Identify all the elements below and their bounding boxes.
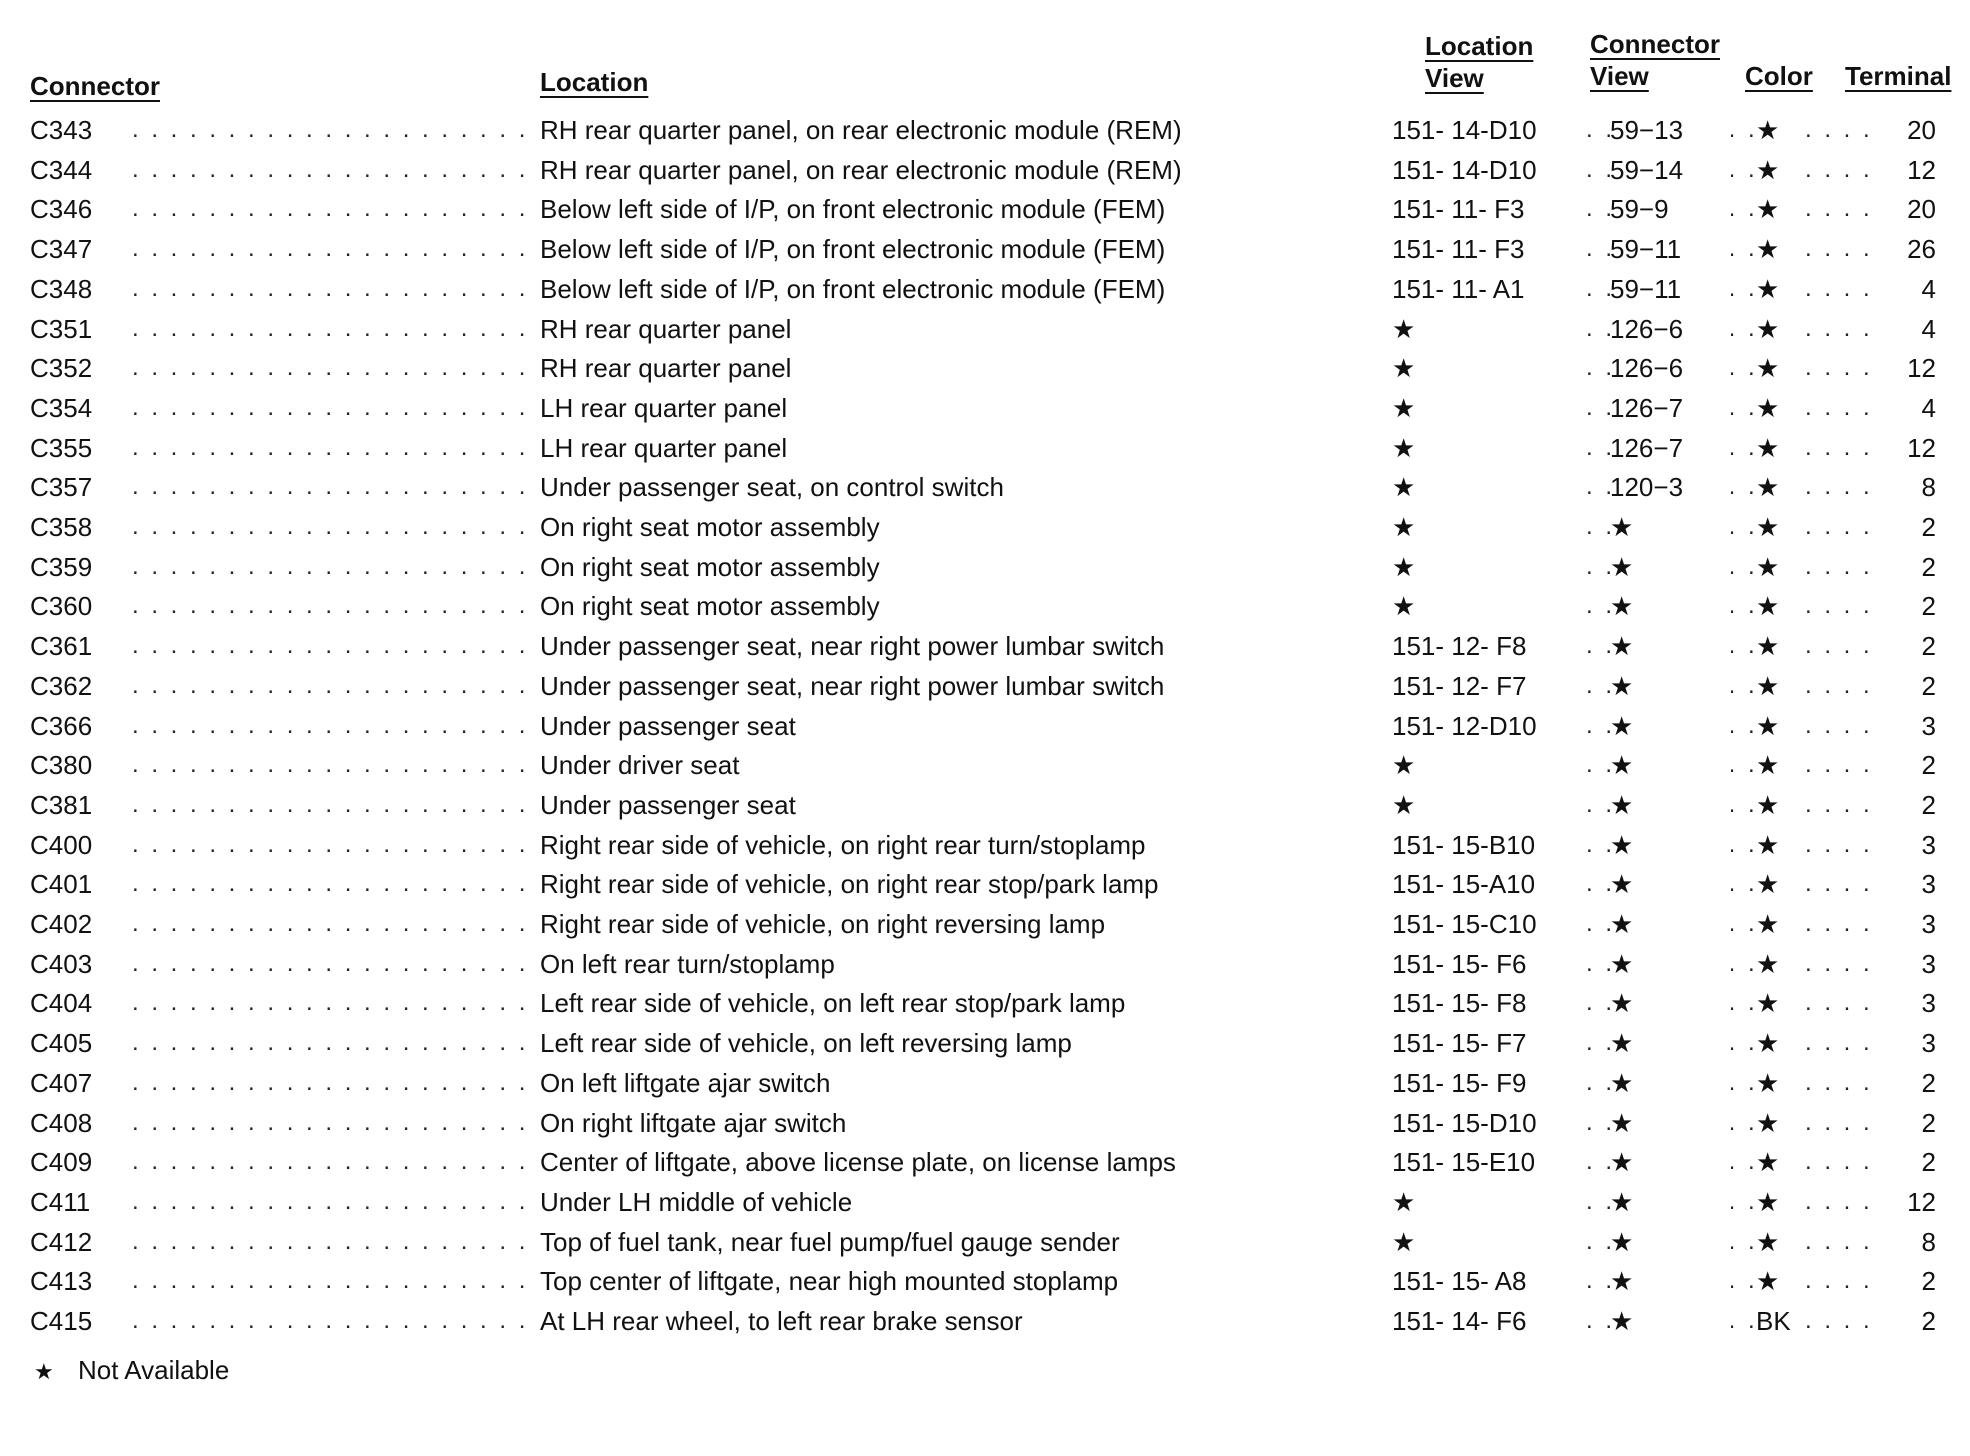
terminal-count: 2 [1872, 586, 1936, 626]
connector-view: ★ [1610, 785, 1731, 825]
location-view: 151- 11- A1 [1392, 269, 1573, 309]
connector-id: C362 [30, 671, 93, 701]
table-row [0, 110, 1970, 150]
location-view: ★ [1392, 428, 1573, 468]
leader-dots [1805, 189, 1875, 229]
terminal-count: 2 [1872, 745, 1936, 785]
location-text: On left rear turn/stoplamp [540, 944, 1408, 984]
table-row [0, 983, 1970, 1023]
terminal-count: 26 [1872, 229, 1936, 269]
table-row [0, 1063, 1970, 1103]
leader-dots [1805, 626, 1875, 666]
terminal-count: 3 [1872, 864, 1936, 904]
wire-color: ★ [1756, 507, 1804, 547]
leader-dots [1805, 1023, 1875, 1063]
location-text: Under driver seat [540, 745, 1408, 785]
wire-color: ★ [1756, 666, 1804, 706]
leader-dots [132, 626, 532, 666]
connector-id: C401 [30, 869, 93, 899]
leader-dots [1805, 706, 1875, 746]
location-view: ★ [1392, 348, 1573, 388]
terminal-count: 12 [1872, 150, 1936, 190]
table-row [0, 626, 1970, 666]
location-view: 151- 12-D10 [1392, 706, 1573, 746]
leader-dots [1805, 110, 1875, 150]
wire-color: ★ [1756, 388, 1804, 428]
wire-color: ★ [1756, 547, 1804, 587]
location-text: Below left side of I/P, on front electronic module (FEM) [540, 189, 1408, 229]
location-text: On right seat motor assembly [540, 507, 1408, 547]
terminal-count: 12 [1872, 428, 1936, 468]
connector-id: C355 [30, 433, 93, 463]
connector-id: C405 [30, 1028, 93, 1058]
leader-dots [132, 388, 532, 428]
connector-id: C348 [30, 274, 93, 304]
location-view: 151- 15-C10 [1392, 904, 1573, 944]
connector-view: ★ [1610, 1103, 1731, 1143]
table-row [0, 467, 1970, 507]
terminal-count: 2 [1872, 666, 1936, 706]
location-text: Below left side of I/P, on front electronic module (FEM) [540, 269, 1408, 309]
table-row [0, 904, 1970, 944]
location-view: 151- 15-D10 [1392, 1103, 1573, 1143]
wire-color: ★ [1756, 1182, 1804, 1222]
connector-view: ★ [1610, 864, 1731, 904]
connector-view: ★ [1610, 586, 1731, 626]
leader-dots [1805, 1182, 1875, 1222]
terminal-count: 20 [1872, 110, 1936, 150]
wire-color: ★ [1756, 1222, 1804, 1262]
wire-color: ★ [1756, 785, 1804, 825]
location-text: RH rear quarter panel [540, 348, 1408, 388]
location-view: ★ [1392, 1222, 1573, 1262]
location-text: LH rear quarter panel [540, 388, 1408, 428]
leader-dots [132, 507, 532, 547]
location-text: On right liftgate ajar switch [540, 1103, 1408, 1143]
connector-view: ★ [1610, 825, 1731, 865]
leader-dots [132, 189, 532, 229]
wire-color: ★ [1756, 586, 1804, 626]
leader-dots [132, 666, 532, 706]
leader-dots [132, 269, 532, 309]
connector-id: C408 [30, 1108, 93, 1138]
location-view: 151- 15- A8 [1392, 1261, 1573, 1301]
wire-color: ★ [1756, 189, 1804, 229]
location-text: RH rear quarter panel [540, 309, 1408, 349]
location-view: ★ [1392, 1182, 1573, 1222]
connector-view: 59−13 [1610, 110, 1731, 150]
leader-dots [132, 1142, 532, 1182]
connector-id: C347 [30, 234, 93, 264]
table-row [0, 150, 1970, 190]
leader-dots [1805, 1103, 1875, 1143]
table-row [0, 229, 1970, 269]
location-text: On right seat motor assembly [540, 547, 1408, 587]
location-text: At LH rear wheel, to left rear brake sensor [540, 1301, 1408, 1341]
location-view: ★ [1392, 507, 1573, 547]
header-terminal: Terminal [1845, 61, 1952, 91]
terminal-count: 12 [1872, 348, 1936, 388]
wire-color: ★ [1756, 150, 1804, 190]
table-row [0, 388, 1970, 428]
terminal-count: 2 [1872, 1063, 1936, 1103]
leader-dots [132, 1301, 532, 1341]
leader-dots [1805, 428, 1875, 468]
location-view: ★ [1392, 547, 1573, 587]
leader-dots [132, 586, 532, 626]
location-view: 151- 11- F3 [1392, 229, 1573, 269]
legend [34, 1350, 229, 1392]
location-view: ★ [1392, 467, 1573, 507]
table-row [0, 348, 1970, 388]
connector-view: ★ [1610, 666, 1731, 706]
leader-dots [1805, 944, 1875, 984]
terminal-count: 3 [1872, 706, 1936, 746]
leader-dots [1805, 586, 1875, 626]
leader-dots [132, 1023, 532, 1063]
location-text: Top center of liftgate, near high mounted stoplamp [540, 1261, 1408, 1301]
location-text: Under passenger seat, near right power lumbar switch [540, 626, 1408, 666]
location-view: 151- 11- F3 [1392, 189, 1573, 229]
terminal-count: 2 [1872, 785, 1936, 825]
table-row [0, 189, 1970, 229]
connector-view: 126−7 [1610, 428, 1731, 468]
wire-color: BK [1756, 1301, 1804, 1341]
location-view: 151- 15-A10 [1392, 864, 1573, 904]
connector-id: C407 [30, 1068, 93, 1098]
leader-dots [132, 467, 532, 507]
terminal-count: 8 [1872, 1222, 1936, 1262]
terminal-count: 2 [1872, 626, 1936, 666]
leader-dots [1805, 309, 1875, 349]
leader-dots [1805, 150, 1875, 190]
terminal-count: 2 [1872, 1142, 1936, 1182]
terminal-count: 2 [1872, 547, 1936, 587]
connector-id: C352 [30, 353, 93, 383]
table-row [0, 666, 1970, 706]
location-text: Right rear side of vehicle, on right reversing lamp [540, 904, 1408, 944]
header-location-view: Location View [1425, 31, 1534, 93]
location-view: 151- 15- F8 [1392, 983, 1573, 1023]
table-row [0, 1301, 1970, 1341]
leader-dots [1805, 1222, 1875, 1262]
connector-view: ★ [1610, 626, 1731, 666]
terminal-count: 4 [1872, 269, 1936, 309]
leader-dots [132, 150, 532, 190]
connector-id: C354 [30, 393, 93, 423]
terminal-count: 2 [1872, 1301, 1936, 1341]
wire-color: ★ [1756, 1103, 1804, 1143]
table-row [0, 507, 1970, 547]
connector-view: 126−6 [1610, 309, 1731, 349]
location-text: Under passenger seat, on control switch [540, 467, 1408, 507]
terminal-count: 8 [1872, 467, 1936, 507]
leader-dots [1805, 785, 1875, 825]
connector-view: ★ [1610, 547, 1731, 587]
wire-color: ★ [1756, 269, 1804, 309]
wire-color: ★ [1756, 348, 1804, 388]
location-view: ★ [1392, 388, 1573, 428]
table-row [0, 1142, 1970, 1182]
leader-dots [1805, 269, 1875, 309]
wire-color: ★ [1756, 706, 1804, 746]
connector-id: C404 [30, 988, 93, 1018]
location-view: 151- 14- F6 [1392, 1301, 1573, 1341]
location-view: 151- 15- F7 [1392, 1023, 1573, 1063]
leader-dots [1805, 348, 1875, 388]
leader-dots [132, 348, 532, 388]
location-text: Right rear side of vehicle, on right rear turn/stoplamp [540, 825, 1408, 865]
leader-dots [132, 1222, 532, 1262]
table-row [0, 1103, 1970, 1143]
terminal-count: 3 [1872, 944, 1936, 984]
location-view: ★ [1392, 785, 1573, 825]
wire-color: ★ [1756, 428, 1804, 468]
terminal-count: 2 [1872, 1103, 1936, 1143]
location-text: On left liftgate ajar switch [540, 1063, 1408, 1103]
leader-dots [132, 785, 532, 825]
location-view: 151- 15-E10 [1392, 1142, 1573, 1182]
wire-color: ★ [1756, 309, 1804, 349]
table-row [0, 825, 1970, 865]
terminal-count: 4 [1872, 309, 1936, 349]
leader-dots [132, 1063, 532, 1103]
wire-color: ★ [1756, 1063, 1804, 1103]
connector-view: ★ [1610, 1182, 1731, 1222]
leader-dots [1805, 666, 1875, 706]
leader-dots [1805, 1261, 1875, 1301]
connector-id: C411 [30, 1187, 91, 1217]
connector-view: 120−3 [1610, 467, 1731, 507]
location-text: Under passenger seat, near right power lumbar switch [540, 666, 1408, 706]
connector-id: C357 [30, 472, 93, 502]
location-view: 151- 12- F8 [1392, 626, 1573, 666]
connector-view: ★ [1610, 983, 1731, 1023]
connector-view: ★ [1610, 1222, 1731, 1262]
location-text: Top of fuel tank, near fuel pump/fuel gauge sender [540, 1222, 1408, 1262]
wire-color: ★ [1756, 1023, 1804, 1063]
terminal-count: 20 [1872, 189, 1936, 229]
leader-dots [132, 1182, 532, 1222]
table-row [0, 1182, 1970, 1222]
location-text: Right rear side of vehicle, on right rear stop/park lamp [540, 864, 1408, 904]
connector-id: C413 [30, 1266, 93, 1296]
connector-view: ★ [1610, 1023, 1731, 1063]
connector-id: C359 [30, 552, 93, 582]
terminal-count: 2 [1872, 1261, 1936, 1301]
location-view: ★ [1392, 745, 1573, 785]
connector-id: C351 [30, 314, 93, 344]
terminal-count: 3 [1872, 1023, 1936, 1063]
leader-dots [132, 547, 532, 587]
leader-dots [1805, 229, 1875, 269]
connector-view: ★ [1610, 745, 1731, 785]
connector-id: C402 [30, 909, 93, 939]
connector-view: ★ [1610, 706, 1731, 746]
connector-view: ★ [1610, 1142, 1731, 1182]
location-view: 151- 15- F9 [1392, 1063, 1573, 1103]
location-text: Under passenger seat [540, 785, 1408, 825]
legend-text: Not Available [78, 1355, 230, 1385]
leader-dots [132, 825, 532, 865]
wire-color: ★ [1756, 626, 1804, 666]
table-row [0, 745, 1970, 785]
connector-id: C361 [30, 631, 93, 661]
location-text: LH rear quarter panel [540, 428, 1408, 468]
connector-view: 59−9 [1610, 189, 1731, 229]
leader-dots [132, 110, 532, 150]
connector-id: C409 [30, 1147, 93, 1177]
wire-color: ★ [1756, 110, 1804, 150]
table-row [0, 1222, 1970, 1262]
leader-dots [1805, 904, 1875, 944]
table-row [0, 428, 1970, 468]
leader-dots [132, 944, 532, 984]
leader-dots [132, 983, 532, 1023]
connector-id: C366 [30, 711, 93, 741]
leader-dots [1805, 467, 1875, 507]
leader-dots [1805, 864, 1875, 904]
connector-id: C381 [30, 790, 93, 820]
connector-id: C360 [30, 591, 93, 621]
connector-view: 59−11 [1610, 229, 1731, 269]
terminal-count: 3 [1872, 983, 1936, 1023]
connector-id: C344 [30, 155, 93, 185]
table-row [0, 1023, 1970, 1063]
terminal-count: 3 [1872, 825, 1936, 865]
location-text: Under passenger seat [540, 706, 1408, 746]
table-row [0, 706, 1970, 746]
connector-view: ★ [1610, 1261, 1731, 1301]
leader-dots [1805, 388, 1875, 428]
connector-view: ★ [1610, 904, 1731, 944]
table-row [0, 269, 1970, 309]
location-text: On right seat motor assembly [540, 586, 1408, 626]
location-view: 151- 15- F6 [1392, 944, 1573, 984]
header-connector-view: Connector View [1590, 29, 1720, 91]
table-row [0, 547, 1970, 587]
leader-dots [132, 745, 532, 785]
leader-dots [1805, 825, 1875, 865]
wire-color: ★ [1756, 745, 1804, 785]
terminal-count: 2 [1872, 507, 1936, 547]
leader-dots [1805, 1301, 1875, 1341]
connector-view: 59−14 [1610, 150, 1731, 190]
star-icon: ★ [34, 1359, 54, 1384]
connector-id: C343 [30, 115, 93, 145]
wire-color: ★ [1756, 1261, 1804, 1301]
connector-id: C412 [30, 1227, 93, 1257]
table-row [0, 944, 1970, 984]
wire-color: ★ [1756, 1142, 1804, 1182]
location-view: 151- 15-B10 [1392, 825, 1573, 865]
table-row [0, 1261, 1970, 1301]
wire-color: ★ [1756, 944, 1804, 984]
connector-id: C400 [30, 830, 93, 860]
leader-dots [1805, 745, 1875, 785]
location-view: 151- 14-D10 [1392, 110, 1573, 150]
location-text: RH rear quarter panel, on rear electronic module (REM) [540, 110, 1408, 150]
connector-id: C415 [30, 1306, 93, 1336]
connector-id: C380 [30, 750, 93, 780]
connector-id: C358 [30, 512, 93, 542]
leader-dots [1805, 547, 1875, 587]
location-text: RH rear quarter panel, on rear electronic module (REM) [540, 150, 1408, 190]
location-text: Center of liftgate, above license plate, on license lamps [540, 1142, 1408, 1182]
connector-view: ★ [1610, 1063, 1731, 1103]
connector-view: 59−11 [1610, 269, 1731, 309]
table-row [0, 586, 1970, 626]
location-text: Below left side of I/P, on front electronic module (FEM) [540, 229, 1408, 269]
location-text: Left rear side of vehicle, on left rear stop/park lamp [540, 983, 1408, 1023]
leader-dots [1805, 1063, 1875, 1103]
leader-dots [132, 864, 532, 904]
header-connector: Connector [30, 71, 160, 101]
connector-id: C403 [30, 949, 93, 979]
connector-view: ★ [1610, 944, 1731, 984]
location-view: 151- 12- F7 [1392, 666, 1573, 706]
connector-view: ★ [1610, 507, 1731, 547]
connector-view: ★ [1610, 1301, 1731, 1341]
location-view: 151- 14-D10 [1392, 150, 1573, 190]
wire-color: ★ [1756, 904, 1804, 944]
leader-dots [132, 904, 532, 944]
wire-color: ★ [1756, 825, 1804, 865]
terminal-count: 4 [1872, 388, 1936, 428]
header-location: Location [540, 67, 649, 97]
leader-dots [1805, 983, 1875, 1023]
connector-view: 126−7 [1610, 388, 1731, 428]
table-row [0, 785, 1970, 825]
leader-dots [132, 428, 532, 468]
leader-dots [1805, 507, 1875, 547]
location-text: Under LH middle of vehicle [540, 1182, 1408, 1222]
connector-view: 126−6 [1610, 348, 1731, 388]
table-row [0, 309, 1970, 349]
wire-color: ★ [1756, 864, 1804, 904]
terminal-count: 12 [1872, 1182, 1936, 1222]
leader-dots [132, 1261, 532, 1301]
location-text: Left rear side of vehicle, on left reversing lamp [540, 1023, 1408, 1063]
location-view: ★ [1392, 309, 1573, 349]
location-view: ★ [1392, 586, 1573, 626]
wire-color: ★ [1756, 229, 1804, 269]
wire-color: ★ [1756, 983, 1804, 1023]
leader-dots [1805, 1142, 1875, 1182]
leader-dots [132, 1103, 532, 1143]
connector-id: C346 [30, 194, 93, 224]
leader-dots [132, 309, 532, 349]
table-row [0, 864, 1970, 904]
wire-color: ★ [1756, 467, 1804, 507]
leader-dots [132, 229, 532, 269]
header-color: Color [1745, 61, 1813, 91]
terminal-count: 3 [1872, 904, 1936, 944]
leader-dots [132, 706, 532, 746]
